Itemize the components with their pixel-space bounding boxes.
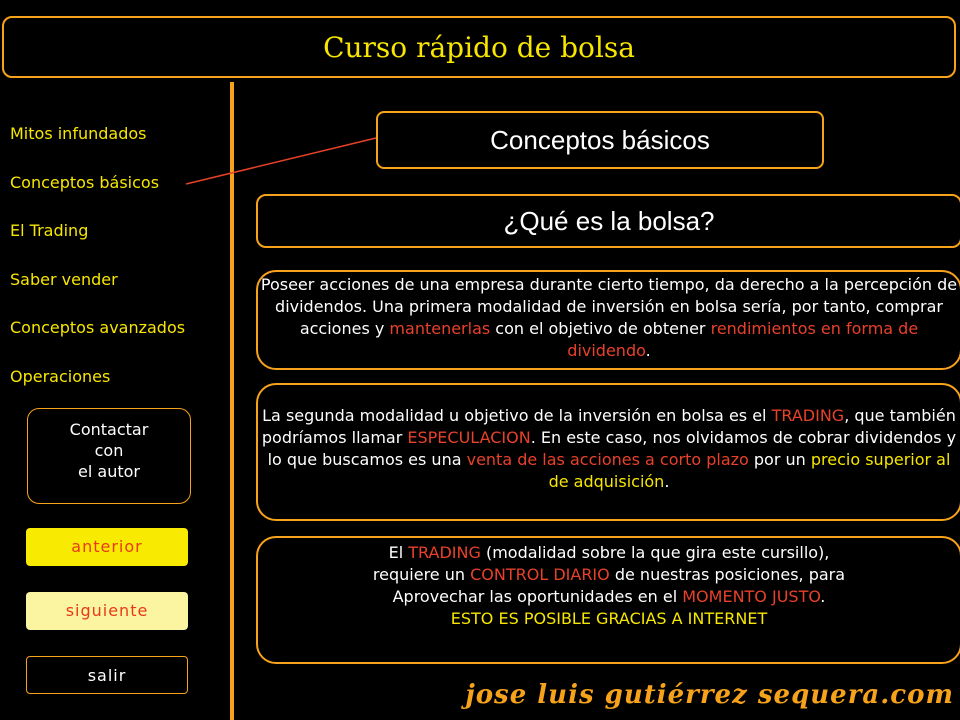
contact-line-2: con xyxy=(94,441,124,460)
p3-text-a: El xyxy=(388,543,409,562)
p3-highlight-internet: ESTO ES POSIBLE GRACIAS A INTERNET xyxy=(450,609,768,628)
p3-text-d: requiere un xyxy=(372,565,471,584)
section-heading: Conceptos básicos xyxy=(376,111,824,169)
p3-text-f: de nuestras posiciones, para xyxy=(609,565,846,584)
paragraph-trading xyxy=(256,383,960,521)
question-heading: ¿Qué es la bolsa? xyxy=(256,194,960,248)
page-title: Curso rápido de bolsa xyxy=(323,30,635,64)
sidebar-item-saber-vender[interactable]: Saber vender xyxy=(10,269,118,289)
paragraph-dividends xyxy=(256,270,960,370)
p2-highlight-venta: venta de las acciones a corto plazo xyxy=(466,450,749,469)
p2-text-i: . xyxy=(664,472,670,491)
p3-highlight-trading: TRADING xyxy=(408,543,481,562)
p3-highlight-momento: MOMENTO JUSTO xyxy=(682,587,821,606)
p1-text-a: Poseer acciones de una empresa durante cierto tiempo, da derecho a la percepción de dividendos. Una primera modalidad de inversión en bolsa sería, por tanto, comprar acciones y xyxy=(260,275,958,338)
contact-line-1: Contactar xyxy=(69,420,149,439)
p1-highlight-rendimientos: rendimientos en forma de dividendo xyxy=(567,319,919,360)
sidebar-item-mitos-infundados[interactable]: Mitos infundados xyxy=(10,124,147,143)
p2-highlight-precio: precio superior al de adquisición xyxy=(548,450,951,491)
p1-text-c: con el objetivo de obtener xyxy=(490,319,711,338)
p2-text-g: por un xyxy=(748,450,811,469)
contact-author-button[interactable] xyxy=(27,408,191,504)
author-signature: jose luis gutiérrez sequera.com xyxy=(465,680,954,710)
contact-line-3: el autor xyxy=(78,462,140,481)
sidebar-nav xyxy=(10,118,225,409)
sidebar-item-conceptos-avanzados[interactable]: Conceptos avanzados xyxy=(10,318,186,337)
p2-text-a: La segunda modalidad u objetivo de la inversión en bolsa es el xyxy=(262,406,772,425)
sidebar-item-el-trading[interactable]: El Trading xyxy=(10,221,89,240)
p3-text-c: (modalidad sobre la que gira este cursillo), xyxy=(480,543,830,562)
p2-highlight-trading: TRADING xyxy=(771,406,845,425)
sidebar-item-operaciones[interactable]: Operaciones xyxy=(10,366,111,386)
p1-text-e: . xyxy=(645,341,651,360)
p2-text-e: . En este caso, nos olvidamos de cobrar dividendos y lo que buscamos es una xyxy=(267,428,957,469)
p3-text-g: Aprovechar las oportunidades en el xyxy=(392,587,683,606)
p2-text-c: , que también podríamos llamar xyxy=(261,406,956,447)
p3-highlight-control: CONTROL DIARIO xyxy=(470,565,610,584)
exit-button[interactable]: salir xyxy=(26,656,188,694)
p1-highlight-mantenerlas: mantenerlas xyxy=(389,319,491,338)
sidebar-item-conceptos-basicos[interactable]: Conceptos básicos xyxy=(10,172,160,192)
p3-text-i: . xyxy=(820,587,826,606)
p2-highlight-especulacion: ESPECULACION xyxy=(407,428,531,447)
previous-button[interactable]: anterior xyxy=(26,528,188,566)
paragraph-control xyxy=(256,536,960,664)
next-button[interactable]: siguiente xyxy=(26,592,188,630)
